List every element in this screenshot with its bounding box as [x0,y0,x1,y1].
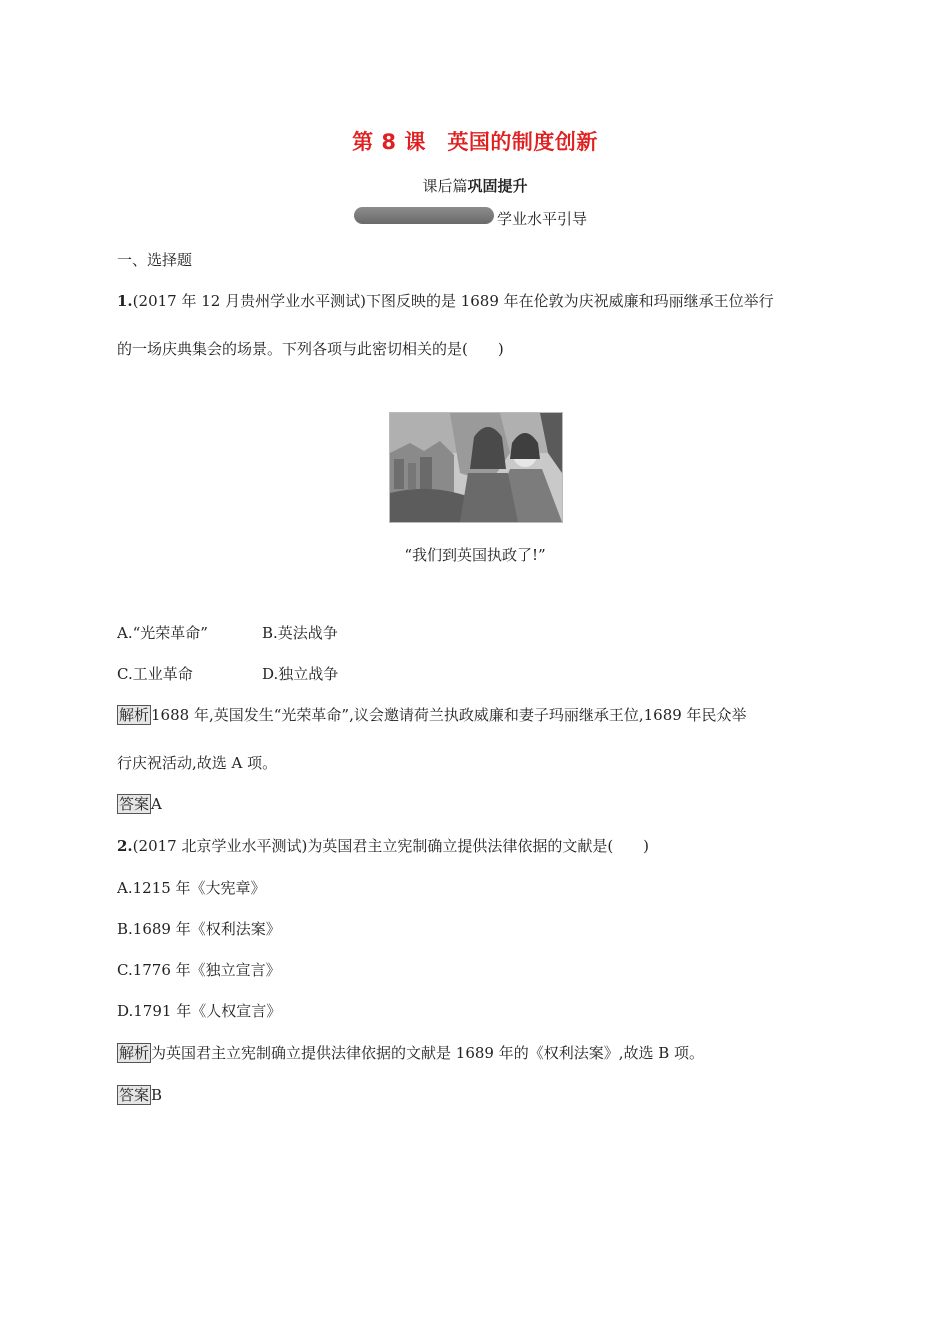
subtitle-prefix: 课后篇 [422,177,468,195]
q2-analysis-line [117,1043,704,1063]
guide-label: 学业水平引导 [497,210,588,228]
guide-bar-decoration [354,207,494,224]
answer-tag: 答案 [119,1086,150,1104]
q1-option-b: B.英法战争 [262,624,338,642]
q1-option-a: A.“光荣革命” [117,624,208,642]
q2-option-b: B.1689 年《权利法案》 [117,920,281,938]
q1-line1 [117,291,774,311]
q1-option-d: D.独立战争 [262,665,339,683]
image-caption: “我们到英国执政了!” [404,546,546,564]
q2-stem: (2017 北京学业水平测试)为英国君主立宪制确立提供法律依据的文献是( ) [132,837,650,855]
q2-option-a: A.1215 年《大宪章》 [117,879,266,897]
celebration-engraving-image [389,412,563,523]
q1-option-c: C.工业革命 [117,665,193,683]
q2-option-d: D.1791 年《人权宣言》 [117,1002,282,1020]
subtitle-bold: 巩固提升 [467,177,528,195]
section-subtitle [0,175,950,196]
q1-analysis-line1 [117,705,747,725]
lesson-title: 第 8 课 英国的制度创新 [352,130,598,154]
q1-answer-line [117,794,162,814]
q1-stem-line1: (2017 年 12 月贵州学业水平测试)下图反映的是 1689 年在伦敦为庆祝威廉和玛丽继承王位举行 [132,292,774,310]
analysis-tag: 解析 [119,706,150,724]
engraving-illustration [390,413,562,522]
analysis-tag: 解析 [119,1044,150,1062]
q2-option-c: C.1776 年《独立宣言》 [117,961,281,979]
q1-answer: A [151,795,162,813]
q2-answer-line [117,1085,162,1105]
q2-line [117,836,649,856]
q2-analysis-text: 为英国君主立宪制确立提供法律依据的文献是 1689 年的《权利法案》,故选 B 项。 [151,1044,705,1062]
section-heading: 一、选择题 [117,251,193,269]
q2-answer: B [151,1086,163,1104]
q1-analysis-line2: 行庆祝活动,故选 A 项。 [117,754,278,772]
answer-tag: 答案 [119,795,150,813]
q1-number: 1. [117,292,133,310]
q2-number: 2. [117,837,133,855]
q1-stem-line2: 的一场庆典集会的场景。下列各项与此密切相关的是( ) [117,340,504,358]
q1-analysis-text1: 1688 年,英国发生“光荣革命”,议会邀请荷兰执政威廉和妻子玛丽继承王位,1689 年民众举 [151,706,747,724]
